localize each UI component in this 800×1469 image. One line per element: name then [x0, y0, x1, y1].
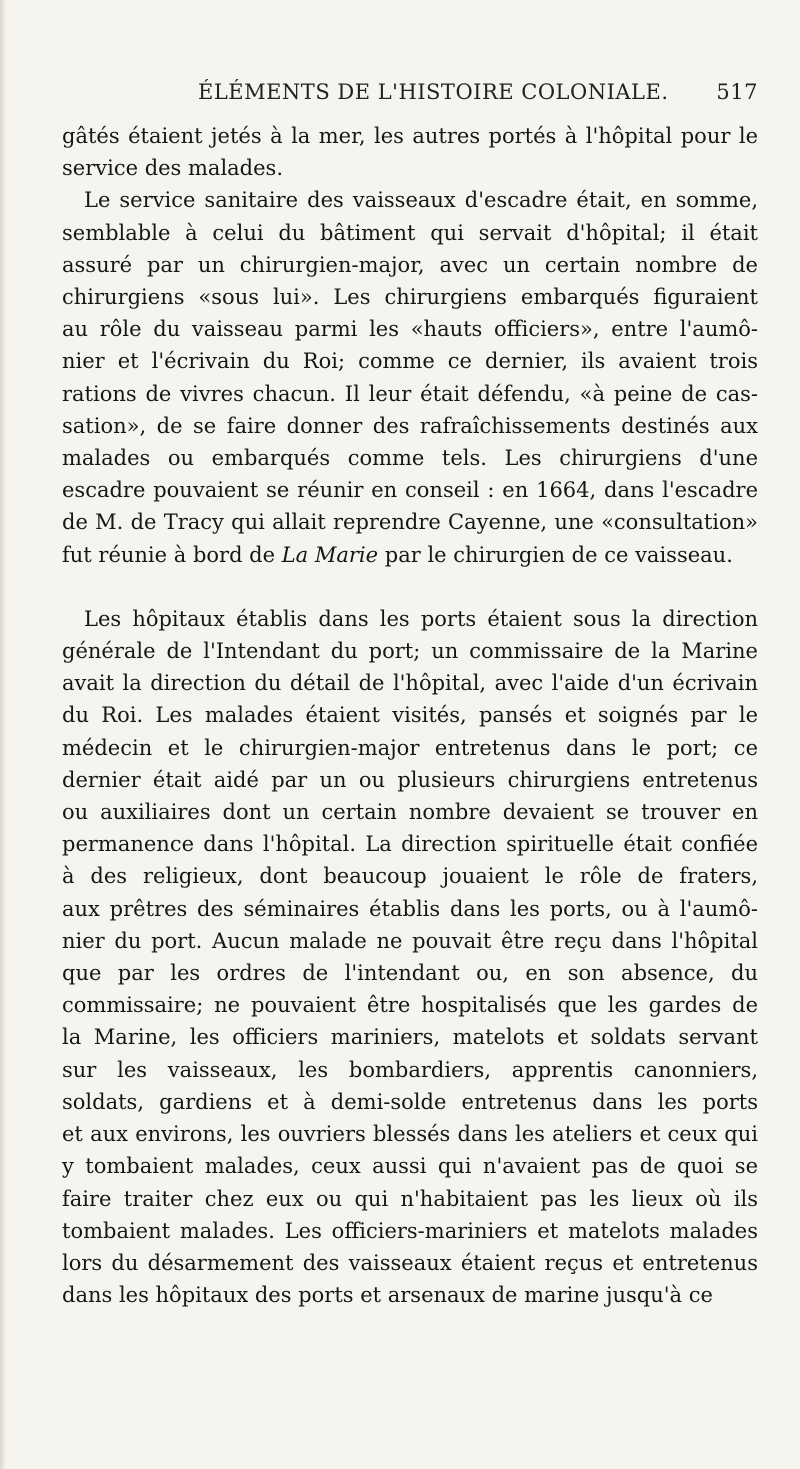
text-line: nier et l'écrivain du Roi; comme ce dernier, ils avaient trois — [62, 349, 758, 374]
text-line: escadre pouvaient se réunir en conseil : en 1664, dans l'escadre — [62, 478, 758, 503]
text-line: médecin et le chirurgien-major entretenus dans le port; ce — [62, 735, 758, 760]
page-number: 517 — [716, 80, 758, 104]
text-line: rations de vivres chacun. Il leur était défendu, «à peine de cas- — [62, 381, 758, 406]
text-line: ou auxiliaires dont un certain nombre devaient se trouver en — [62, 800, 758, 825]
text-line: dans les hôpitaux des ports et arsenaux de marine jusqu'à ce — [62, 1283, 713, 1308]
ship-name-italic: La Marie — [281, 542, 379, 567]
text-line: la Marine, les officiers mariniers, matelots et soldats servant — [62, 1025, 758, 1050]
text-line: de M. de Tracy qui allait reprendre Cayenne, une «consultation» — [62, 510, 758, 535]
text-line: nier du port. Aucun malade ne pouvait être reçu dans l'hôpital — [62, 928, 758, 953]
text-line: à des religieux, dont beaucoup jouaient le rôle de fraters, — [62, 864, 758, 889]
text-line: permanence dans l'hôpital. La direction spirituelle était confiée — [62, 832, 758, 857]
running-header — [62, 80, 758, 120]
text-line: faire traiter chez eux ou qui n'habitaient pas les lieux où ils — [62, 1186, 758, 1211]
document-page — [62, 80, 758, 1311]
text-line: Les hôpitaux établis dans les ports étaient sous la direction — [84, 606, 758, 631]
text-line: du Roi. Les malades étaient visités, pansés et soignés par le — [62, 703, 758, 728]
text-line: gâtés étaient jetés à la mer, les autres portés à l'hôpital pour le — [62, 124, 758, 148]
paragraph — [62, 603, 758, 1311]
text-line: semblable à celui du bâtiment qui servait d'hôpital; il était — [62, 220, 758, 245]
text-line: soldats, gardiens et à demi-solde entretenus dans les ports — [62, 1089, 758, 1114]
text-line: aux prêtres des séminaires établis dans les ports, ou à l'aumô- — [62, 896, 758, 921]
text-line: service des malades. — [62, 156, 284, 181]
text-line: au rôle du vaisseau parmi les «hauts officiers», entre l'aumô- — [62, 317, 758, 342]
text-line: sur les vaisseaux, les bombardiers, apprentis canonniers, — [62, 1057, 758, 1082]
text-line: et aux environs, les ouvriers blessés dans les ateliers et ceux qui — [62, 1122, 758, 1147]
text-line: avait la direction du détail de l'hôpital, avec l'aide d'un écrivain — [62, 671, 758, 696]
text-line: sation», de se faire donner des rafraîchissements destinés aux — [62, 413, 758, 438]
text-line: Le service sanitaire des vaisseaux d'escadre était, en somme, — [84, 188, 758, 213]
text-line: dernier était aidé par un ou plusieurs chirurgiens entretenus — [62, 767, 758, 792]
page-edge-shadow — [0, 0, 6, 1469]
paragraph — [62, 184, 758, 570]
running-title: ÉLÉMENTS DE L'HISTOIRE COLONIALE. — [198, 80, 669, 104]
text-line: chirurgiens «sous lui». Les chirurgiens embarqués figuraient — [62, 285, 758, 310]
paragraph-gap — [62, 571, 758, 603]
text-line: que par les ordres de l'intendant ou, en son absence, du — [62, 961, 758, 986]
text-line: assuré par un chirurgien-major, avec un certain nombre de — [62, 252, 758, 277]
text-line: générale de l'Intendant du port; un commissaire de la Marine — [62, 639, 758, 664]
text-line: fut réunie à bord de La Marie par le chirurgien de ce vaisseau. — [62, 542, 733, 567]
paragraph — [62, 120, 758, 184]
text-line: tombaient malades. Les officiers-mariniers et matelots malades — [62, 1218, 758, 1243]
text-line: commissaire; ne pouvaient être hospitalisés que les gardes de — [62, 993, 758, 1018]
text-line: malades ou embarqués comme tels. Les chirurgiens d'une — [62, 446, 758, 471]
text-line: y tombaient malades, ceux aussi qui n'avaient pas de quoi se — [62, 1154, 758, 1179]
body-text — [62, 120, 758, 1311]
text-line: lors du désarmement des vaisseaux étaient reçus et entretenus — [62, 1250, 758, 1275]
